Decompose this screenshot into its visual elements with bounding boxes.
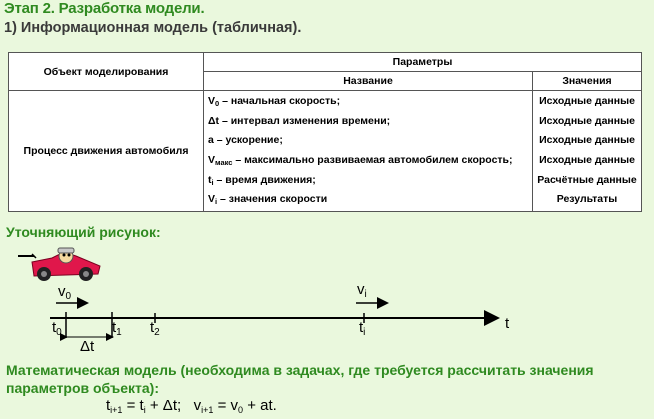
vi-label: $v_i$ — [357, 281, 367, 300]
t-axis-label: t — [505, 315, 510, 332]
v0-label: $v_0$ — [58, 283, 72, 302]
stage-heading: Этап 2. Разработка модели. — [4, 0, 205, 17]
value-row: Исходные данные — [539, 114, 635, 127]
param-row-vi: $V_i$ – значения скорости — [208, 193, 328, 207]
col-values-header: Значения — [533, 72, 642, 91]
param-row-dt: Δt – интервал изменения времени; — [208, 114, 391, 127]
col-object-header: Объект моделирования — [9, 53, 204, 91]
param-row-vmax: $V_{макс}$ – максимально развиваемая автомобилем скорость; — [208, 154, 513, 167]
object-cell: Процесс движения автомобиля — [9, 91, 204, 212]
t1-label: $t_1$ — [112, 319, 122, 338]
value-row: Результаты — [556, 193, 618, 206]
figure-caption: Уточняющий рисунок: — [6, 224, 161, 240]
col-name-header: Название — [204, 72, 533, 91]
ti-label: $t_i$ — [359, 319, 366, 338]
value-row: Расчётные данные — [537, 173, 637, 186]
math-model-caption: Математическая модель (необходима в задачах, где требуется рассчитать значения параметров объекта): — [6, 362, 594, 396]
formula: $t_{i+1} = t_i + \Delta t$; $v_{i+1} = v_0$ + at. — [106, 397, 277, 415]
col-params-header: Параметры — [204, 53, 642, 72]
param-row-a: a – ускорение; — [208, 134, 283, 147]
value-row: Исходные данные — [539, 134, 635, 147]
value-row: Исходные данные — [539, 154, 635, 166]
section-subtitle: 1) Информационная модель (табличная). — [4, 20, 302, 36]
param-row-v0: $V_0$ – начальная скорость; — [208, 95, 341, 109]
t0-label: $t_0$ — [52, 319, 62, 338]
value-row: Исходные данные — [539, 95, 635, 108]
dt-label: Δt — [80, 338, 95, 355]
t2-label: $t_2$ — [150, 319, 160, 338]
param-row-ti: $t_i$ – время движения; — [208, 173, 316, 187]
